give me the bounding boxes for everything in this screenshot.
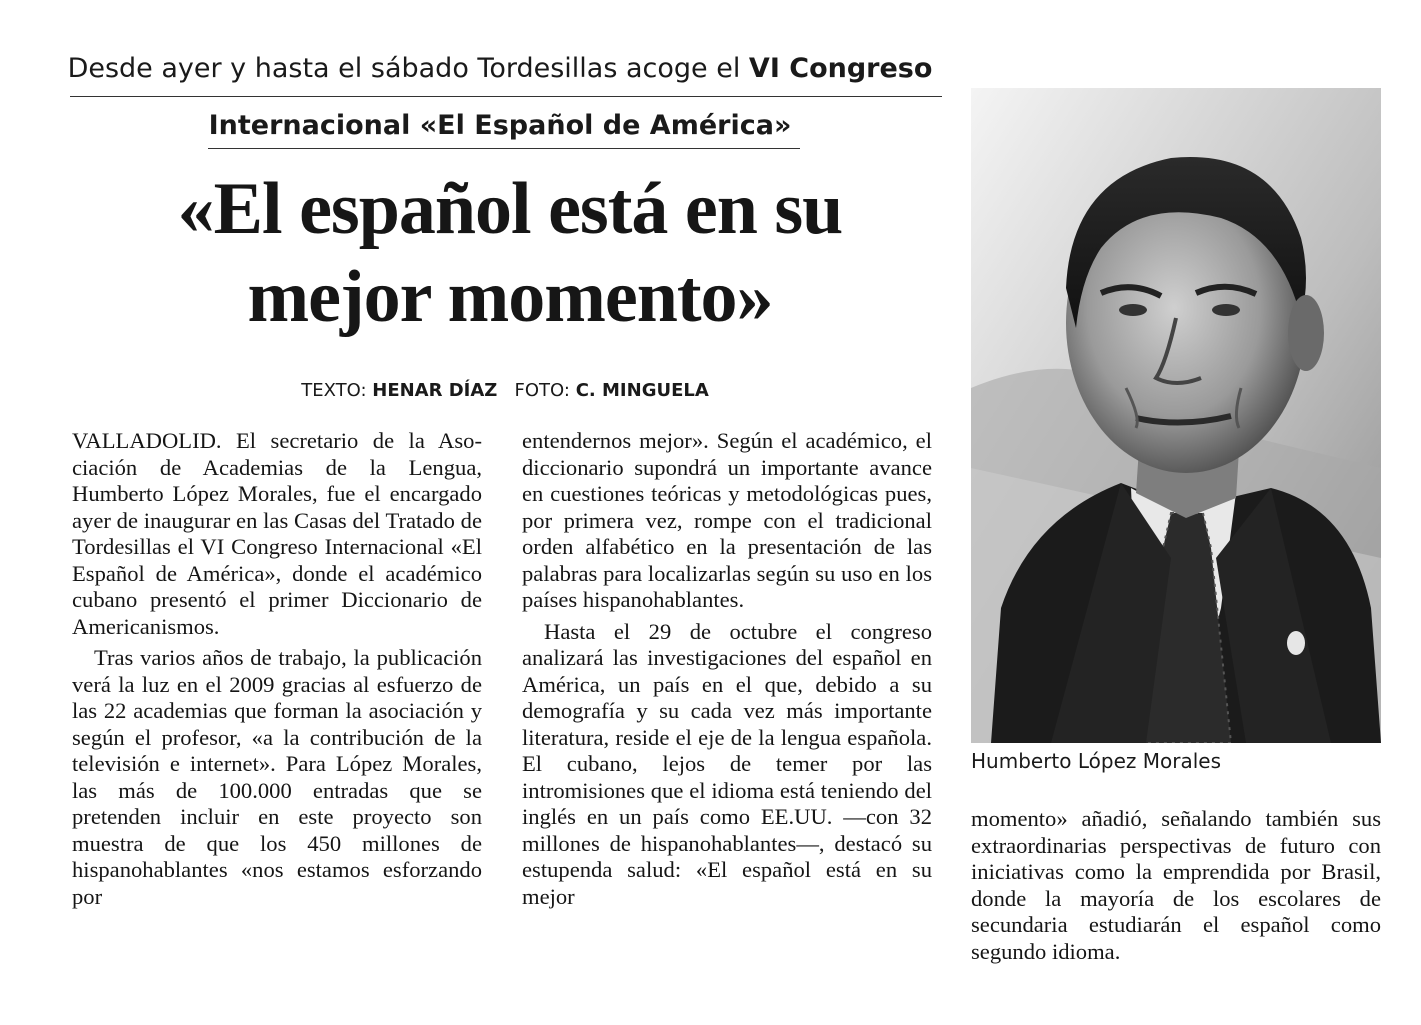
byline [270, 378, 740, 404]
portrait-photo [971, 88, 1381, 743]
body-paragraph-3: entendernos mejor». Según el académico, el diccionario supondrá un importante avance en cuestiones teóricas y metodológicas pues, por primera vez, rompe con el tradicional orden alfabético en la presentación de las palabras para localizarlas según su uso en los países hispanohablantes. [522, 428, 932, 612]
kicker-headline [60, 50, 940, 145]
main-headline: «El español está en su mejor momento» [177, 168, 843, 338]
byline-text-author: HENAR DÍAZ [372, 380, 498, 401]
kicker-rule-2 [208, 148, 800, 149]
byline-text-label: TEXTO: [301, 380, 367, 401]
kicker-bold: VI Congreso [748, 53, 933, 84]
kicker-rule-1 [70, 96, 942, 97]
kicker-line-1: Desde ayer y hasta el sábado Tordesillas acoge el VI Congreso [67, 53, 933, 84]
body-column-2 [522, 428, 932, 910]
body-column-1 [72, 428, 482, 910]
portrait-illustration [971, 88, 1381, 743]
body-column-3 [971, 806, 1381, 965]
body-paragraph-1: VALLADOLID. El secretario de la Asociación de Academias de la Lengua, Humberto López Morales, fue el encargado ayer de inaugurar en las Casas del Tratado de Tordesillas el VI Congreso Internacional «El Español de América», donde el académico cubano presentó el primer Diccionario de Americanismos. [72, 428, 482, 639]
byline-photo-label: FOTO: [514, 380, 570, 401]
body-paragraph-2: Tras varios años de trabajo, la publicación verá la luz en el 2009 gracias al esfuerzo de las 22 academias que forman la asociación y según el profesor, «a la contribución de la televisión e internet». Para López Morales, las más de 100.000 entradas que se pretenden incluir en este proyecto son muestra de que los 450 millones de hispanohablantes «nos estamos esforzando por [72, 645, 482, 909]
body-paragraph-4: Hasta el 29 de octubre el congreso analizará las investigaciones del español en América, un país en el que, debido a su demografía y su cada vez más importante literatura, reside el eje de la lengua española. El cubano, lejos de temer por las intromisiones que el idioma está teniendo del inglés en un país como EE.UU. —con 32 millones de hispanohablantes—, destacó su estupenda salud: «El español está en su mejor [522, 618, 932, 909]
byline-photo-author: C. MINGUELA [575, 380, 709, 401]
photo-caption: Humberto López Morales [971, 749, 1221, 773]
kicker-line-2: Internacional «El Español de América» [208, 110, 792, 141]
body-paragraph-5: momento» añadió, señalando también sus extraordinarias perspectivas de futuro con iniciativas como la emprendida por Brasil, donde la mayoría de los escolares de secundaria estudiarán el español como segundo idioma. [971, 806, 1381, 964]
